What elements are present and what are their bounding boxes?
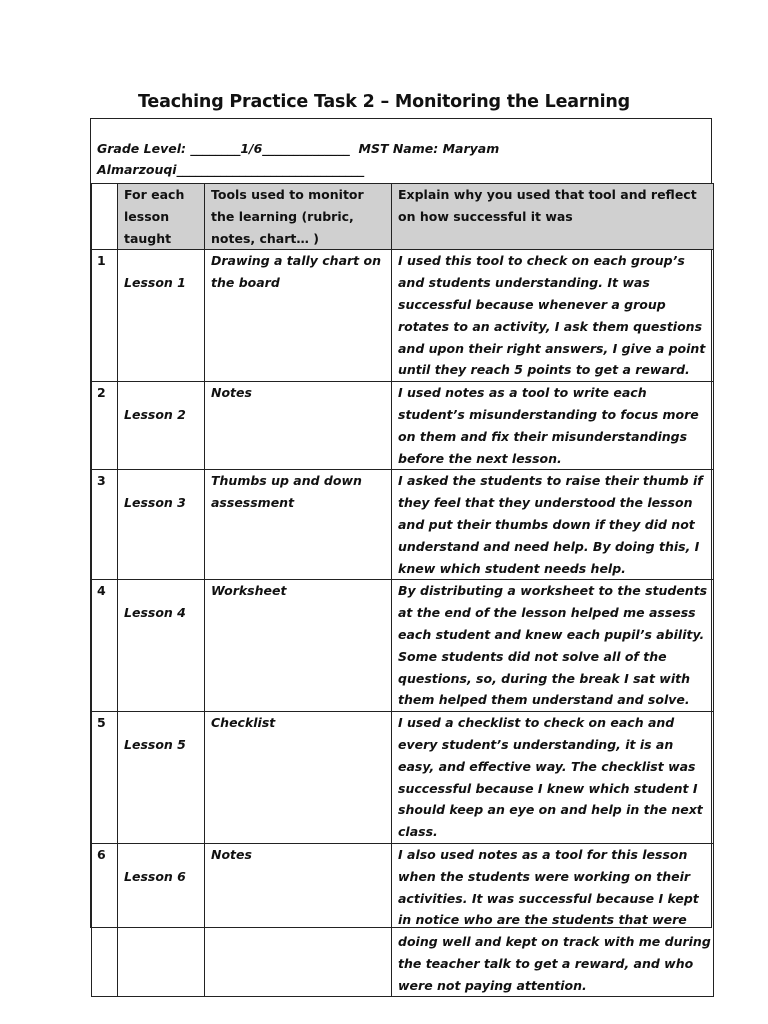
column-header-explanation: Explain why you used that tool and reflect on how successful it was	[392, 184, 714, 250]
explanation: I used a checklist to check on each and every student’s understanding, it is an easy, and effective way. The checklist was successful because I knew which student I should keep an eye on and help in the next class.	[392, 712, 714, 844]
explanation: I used notes as a tool to write each student’s misunderstanding to focus more on them and fix their misunderstandings before the next lesson.	[392, 382, 714, 470]
explanation: I also used notes as a tool for this lesson when the students were working on their activities. It was successful because I kept in notice who are the students that were doing well and kept on track with me during the teacher talk to get a reward, and who were not paying attention.	[392, 843, 714, 997]
monitoring-table	[91, 183, 714, 997]
row-number: 3	[92, 470, 118, 580]
explanation: I asked the students to raise their thumb if they feel that they understood the lesson and put their thumbs down if they did not understand and need help. By doing this, I knew which student needs help.	[392, 470, 714, 580]
row-number: 4	[92, 580, 118, 712]
row-number: 5	[92, 712, 118, 844]
lesson-name: Lesson 6	[124, 868, 186, 884]
column-header-tools: Tools used to monitor the learning (rubric, notes, chart… )	[205, 184, 392, 250]
row-number: 1	[92, 250, 118, 382]
lesson-name: Lesson 2	[124, 406, 186, 422]
row-number: 2	[92, 382, 118, 470]
mst-name-line: Almarzouqi______________________________	[97, 162, 365, 177]
tool-used: Notes	[205, 382, 392, 470]
lesson-name: Lesson 1	[124, 275, 186, 291]
explanation: I used this tool to check on each group’s and students understanding. It was successful because whenever a group rotates to an activity, I ask them questions and upon their right answers, I give a point until they reach 5 points to get a reward.	[392, 250, 714, 382]
grade-level-line: Grade Level: ________1/6______________ MST Name: Maryam	[97, 141, 500, 156]
table-row	[92, 712, 714, 844]
lesson-name: Lesson 4	[124, 605, 186, 621]
tool-used: Drawing a tally chart on the board	[205, 250, 392, 382]
tool-used: Checklist	[205, 712, 392, 844]
table-row	[92, 580, 714, 712]
column-header-lesson: For each lesson taught	[118, 184, 205, 250]
table-header-row	[92, 184, 714, 250]
table-row	[92, 382, 714, 470]
lesson-name: Lesson 5	[124, 736, 186, 752]
row-number: 6	[92, 843, 118, 997]
lesson-name: Lesson 3	[124, 495, 186, 511]
table-row	[92, 470, 714, 580]
table-row	[92, 250, 714, 382]
tool-used: Worksheet	[205, 580, 392, 712]
tool-used: Notes	[205, 843, 392, 997]
table-row	[92, 843, 714, 997]
tool-used: Thumbs up and down assessment	[205, 470, 392, 580]
explanation: By distributing a worksheet to the students at the end of the lesson helped me assess each student and knew each pupil’s ability. Some students did not solve all of the questions, so, during the break I sat with them helped them understand and solve.	[392, 580, 714, 712]
column-header-number	[92, 184, 118, 250]
document-title: Teaching Practice Task 2 – Monitoring the Learning	[138, 92, 630, 112]
